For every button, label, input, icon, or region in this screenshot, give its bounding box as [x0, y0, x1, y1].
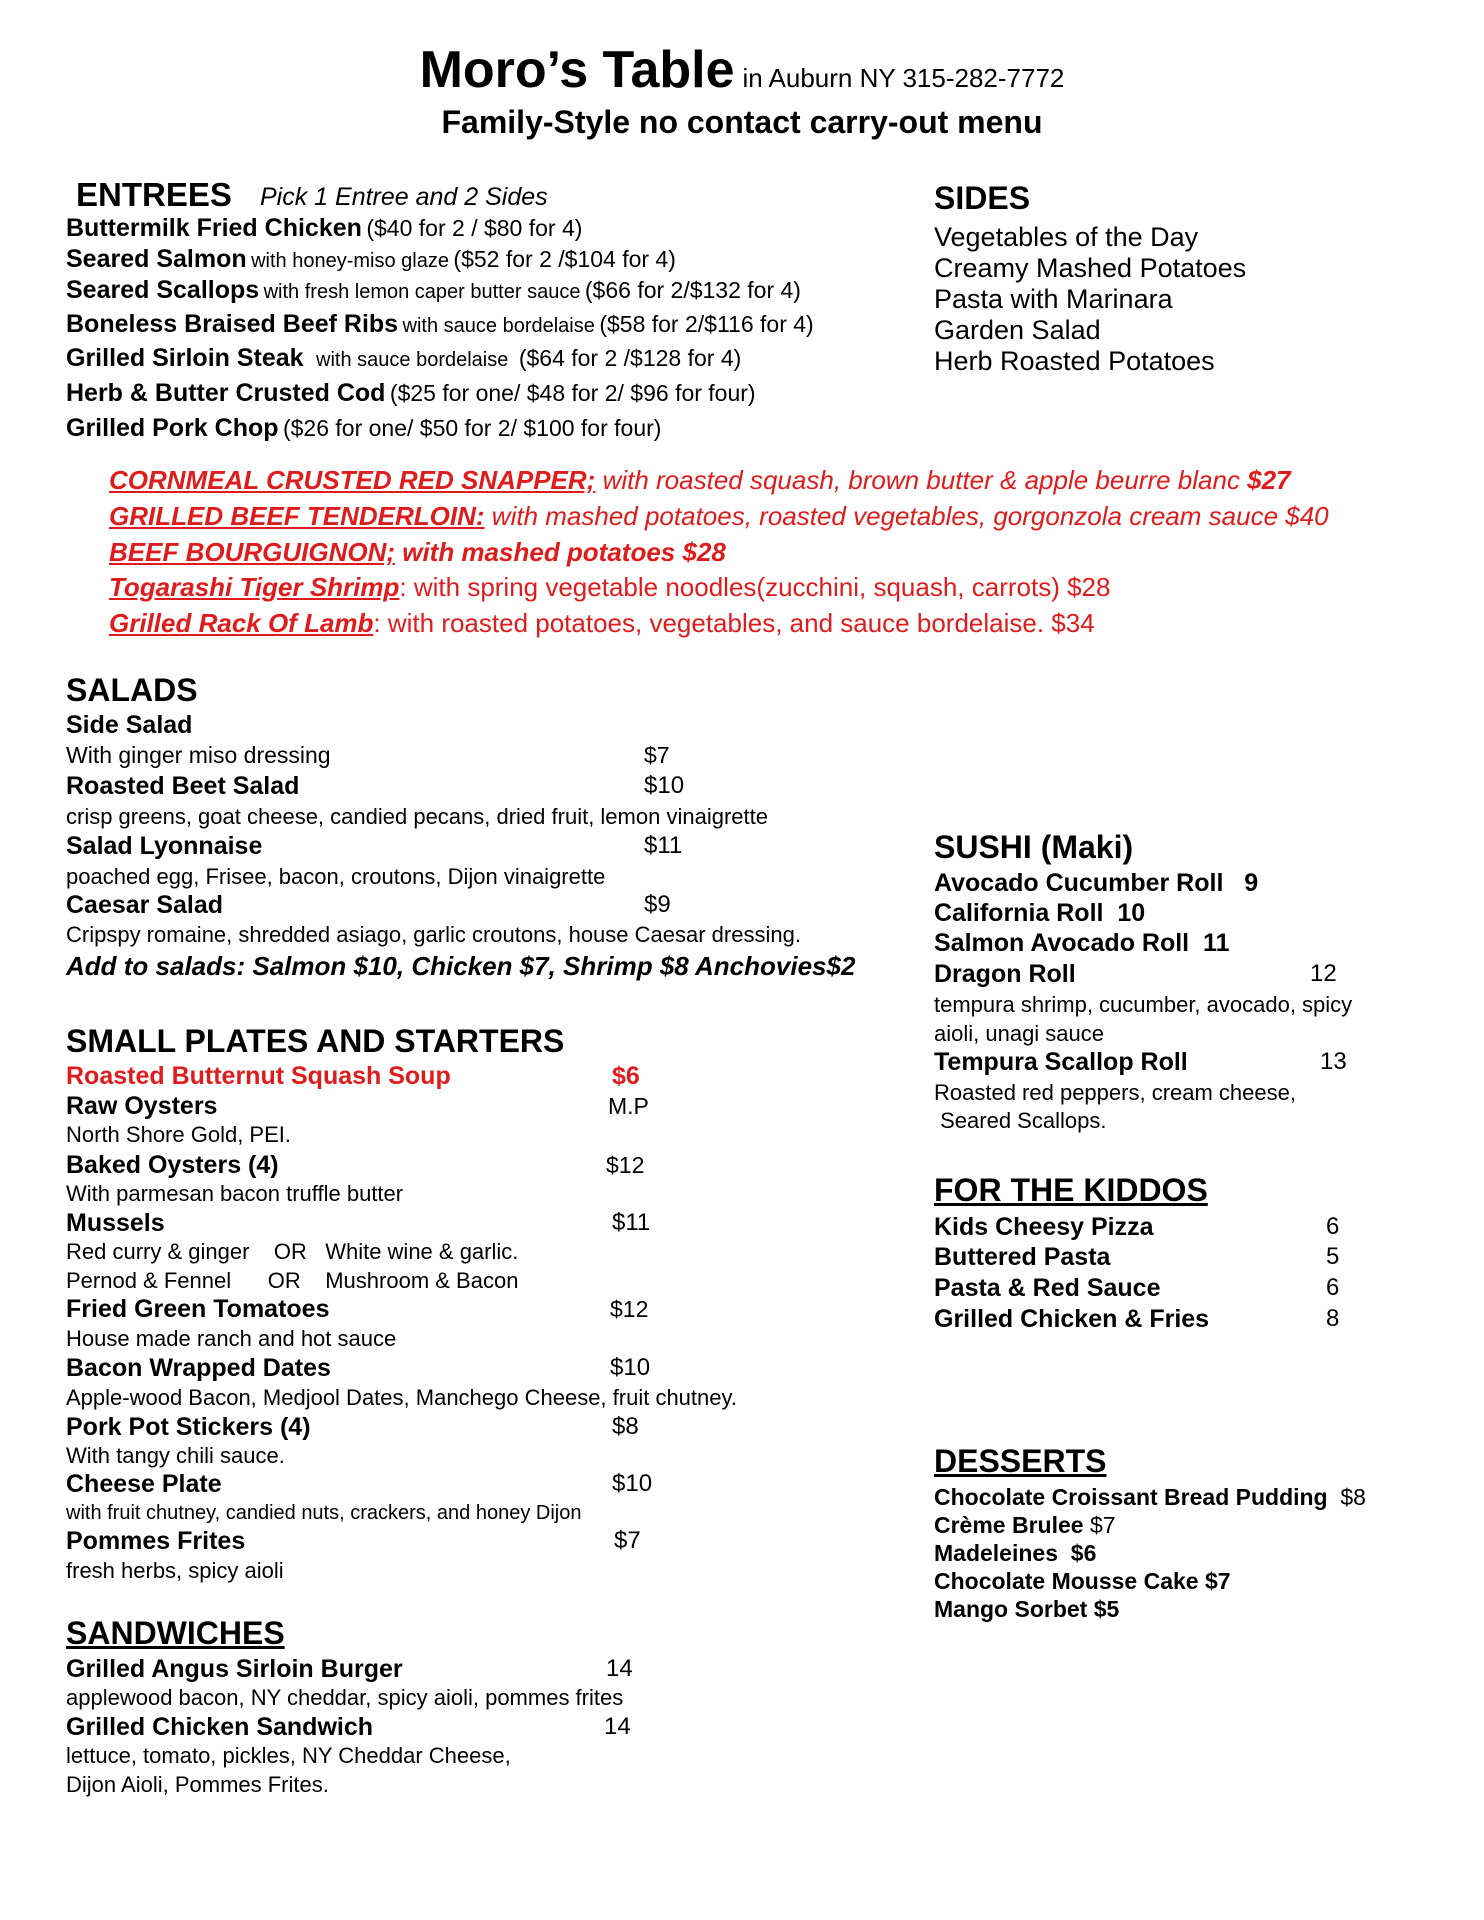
entree-item [66, 379, 756, 408]
sushi-name: Tempura Scallop Roll [934, 1048, 1188, 1076]
side-item: Garden Salad [934, 315, 1101, 345]
salad-name: Caesar Salad [66, 891, 224, 919]
sandwich-desc: applewood bacon, NY cheddar, spicy aioli, pommes frites [66, 1685, 624, 1710]
starter-desc: Apple-wood Bacon, Medjool Dates, Manchego Cheese, fruit chutney. [66, 1385, 737, 1410]
salad-price: $9 [644, 891, 671, 918]
entree-name: Seared Scallops [66, 276, 260, 304]
sushi-desc: tempura shrimp, cucumber, avocado, spicy [934, 992, 1353, 1017]
sushi-desc: Roasted red peppers, cream cheese, [934, 1080, 1296, 1105]
entree-sauce: with sauce bordelaise [402, 315, 595, 337]
sushi-price: 9 [1244, 869, 1259, 897]
kids-name: Grilled Chicken & Fries [934, 1305, 1210, 1333]
dessert-name: Chocolate Croissant Bread Pudding [934, 1484, 1328, 1510]
sushi-price: 10 [1117, 899, 1146, 927]
starter-desc: With tangy chili sauce. [66, 1443, 285, 1468]
special-name: CORNMEAL CRUSTED RED SNAPPER; [109, 465, 596, 495]
entree-item [66, 214, 582, 243]
starter-desc: Pernod & Fennel OR Mushroom & Bacon [66, 1268, 519, 1293]
side-item: Creamy Mashed Potatoes [934, 253, 1247, 283]
restaurant-name: Moro’s Table [419, 41, 735, 99]
special-desc: with roasted squash, brown butter & apple beurre blanc [595, 465, 1248, 495]
salad-desc: Cripspy romaine, shredded asiago, garlic croutons, house Caesar dressing. [66, 922, 801, 947]
entrees-note: Pick 1 Entree and 2 Sides [260, 183, 548, 211]
sushi-name: Dragon Roll [934, 960, 1076, 988]
special-name: Togarashi Tiger Shrimp [109, 572, 400, 602]
menu-header [0, 40, 1484, 100]
entree-item [66, 414, 661, 443]
salad-desc: crisp greens, goat cheese, candied pecans, dried fruit, lemon vinaigrette [66, 804, 768, 829]
special-item [109, 572, 1110, 603]
special-item [109, 465, 1291, 496]
dessert-name: Mango Sorbet $5 [934, 1596, 1120, 1622]
starter-desc: with fruit chutney, candied nuts, crackers, and honey Dijon [66, 1502, 582, 1524]
sushi-price: 12 [1310, 960, 1337, 987]
dessert-name: Chocolate Mousse Cake $7 [934, 1568, 1231, 1594]
sushi-price: 11 [1203, 929, 1230, 957]
starter-price: $12 [610, 1296, 649, 1322]
salads-heading: SALADS [66, 672, 198, 708]
sushi-item [934, 929, 1229, 958]
entree-price: ($66 for 2/$132 for 4) [584, 277, 801, 303]
special-name: BEEF BOURGUIGNON; [109, 537, 395, 567]
starter-name: Fried Green Tomatoes [66, 1295, 330, 1323]
starter-name: Raw Oysters [66, 1092, 218, 1120]
sushi-name: California Roll [934, 899, 1104, 927]
entree-price: ($26 for one/ $50 for 2/ $100 for four) [282, 415, 662, 441]
starter-name: Mussels [66, 1209, 165, 1237]
sandwich-name: Grilled Angus Sirloin Burger [66, 1655, 403, 1683]
starter-desc: House made ranch and hot sauce [66, 1326, 397, 1351]
sushi-item [934, 869, 1258, 898]
entree-price: ($52 for 2 /$104 for 4) [453, 246, 676, 272]
starter-price: $10 [612, 1470, 653, 1497]
entree-name: Herb & Butter Crusted Cod [66, 379, 386, 407]
dessert-name: Madeleines $6 [934, 1540, 1097, 1566]
kids-name: Buttered Pasta [934, 1243, 1111, 1271]
special-item [109, 608, 1095, 639]
entree-name: Grilled Pork Chop [66, 414, 279, 442]
small-plates-heading: SMALL PLATES AND STARTERS [66, 1023, 565, 1059]
starter-name: Cheese Plate [66, 1470, 222, 1498]
dessert-price: $7 [1089, 1512, 1116, 1538]
kids-name: Kids Cheesy Pizza [934, 1213, 1154, 1241]
salad-price: $10 [644, 772, 685, 799]
entree-name: Boneless Braised Beef Ribs [66, 310, 399, 338]
entree-name: Grilled Sirloin Steak [66, 344, 304, 372]
dessert-item [934, 1512, 1116, 1539]
sandwich-desc: Dijon Aioli, Pommes Frites. [66, 1772, 329, 1797]
soup-price: $6 [612, 1062, 640, 1090]
kids-price: 5 [1326, 1243, 1340, 1270]
entree-sauce: with sauce bordelaise [316, 349, 509, 371]
sushi-heading: SUSHI (Maki) [934, 829, 1134, 865]
special-desc: with mashed potatoes $28 [395, 537, 726, 567]
sandwich-name: Grilled Chicken Sandwich [66, 1713, 374, 1741]
sushi-name: Salmon Avocado Roll [934, 929, 1190, 957]
side-item: Vegetables of the Day [934, 222, 1199, 252]
dessert-item [934, 1484, 1366, 1511]
starter-price: $8 [612, 1413, 639, 1440]
starter-name: Pork Pot Stickers (4) [66, 1413, 311, 1441]
side-item: Herb Roasted Potatoes [934, 346, 1215, 376]
salad-price: $11 [644, 832, 683, 859]
salad-desc: With ginger miso dressing [66, 742, 331, 768]
entrees-heading: ENTREES [76, 176, 232, 213]
special-desc: with mashed potatoes, roasted vegetables, gorgonzola cream sauce $40 [484, 501, 1329, 531]
special-item [109, 501, 1329, 532]
entree-price: ($64 for 2 /$128 for 4) [518, 345, 742, 371]
entree-item [66, 245, 676, 274]
special-desc: : with roasted potatoes, vegetables, and sauce bordelaise. $34 [373, 608, 1095, 638]
starter-desc: North Shore Gold, PEI. [66, 1122, 291, 1147]
sushi-name: Avocado Cucumber Roll [934, 869, 1224, 897]
menu-subtitle: Family-Style no contact carry-out menu [441, 104, 1043, 140]
starter-name: Pommes Frites [66, 1527, 246, 1555]
starter-price: $12 [606, 1152, 645, 1178]
entree-sauce: with honey-miso glaze [251, 250, 449, 272]
sushi-desc: aioli, unagi sauce [934, 1021, 1105, 1046]
entree-item [66, 344, 741, 373]
kids-heading: FOR THE KIDDOS [934, 1172, 1208, 1208]
kids-price: 6 [1326, 1213, 1340, 1240]
kids-name: Pasta & Red Sauce [934, 1274, 1161, 1302]
entree-name: Seared Salmon [66, 245, 247, 273]
starter-price: $7 [614, 1527, 641, 1554]
entree-name: Buttermilk Fried Chicken [66, 214, 362, 242]
sides-list [934, 222, 1246, 377]
starter-name: Baked Oysters (4) [66, 1151, 279, 1179]
starter-price: $11 [612, 1209, 651, 1236]
sandwiches-heading: SANDWICHES [66, 1615, 285, 1651]
sushi-price: 13 [1320, 1048, 1347, 1075]
starter-desc: fresh herbs, spicy aioli [66, 1558, 284, 1583]
sandwich-desc: lettuce, tomato, pickles, NY Cheddar Cheese, [66, 1743, 511, 1768]
dessert-price: $8 [1340, 1484, 1366, 1510]
starter-name: Bacon Wrapped Dates [66, 1354, 331, 1382]
dessert-name: Crème Brulee [934, 1512, 1084, 1538]
sushi-item [934, 899, 1145, 928]
entree-price: ($58 for 2/$116 for 4) [599, 311, 814, 337]
side-item: Pasta with Marinara [934, 284, 1173, 314]
starter-desc: With parmesan bacon truffle butter [66, 1181, 404, 1206]
entree-price: ($25 for one/ $48 for 2/ $96 for four) [389, 380, 756, 406]
entree-item [66, 276, 801, 305]
special-item [109, 537, 726, 568]
special-name: GRILLED BEEF TENDERLOIN: [109, 501, 485, 531]
salad-name: Salad Lyonnaise [66, 832, 263, 860]
salad-price: $7 [644, 742, 670, 768]
entree-item [66, 310, 814, 339]
special-name: Grilled Rack Of Lamb [109, 608, 374, 638]
special-price: $27 [1247, 465, 1291, 495]
soup-name: Roasted Butternut Squash Soup [66, 1062, 451, 1090]
sandwich-price: 14 [606, 1655, 633, 1682]
starter-desc: Red curry & ginger OR White wine & garlic. [66, 1239, 519, 1264]
salad-desc: poached egg, Frisee, bacon, croutons, Dijon vinaigrette [66, 864, 606, 889]
salad-addons: Add to salads: Salmon $10, Chicken $7, Shrimp $8 Anchovies$2 [66, 951, 856, 981]
kids-price: 8 [1326, 1305, 1340, 1332]
starter-price: M.P [608, 1093, 649, 1119]
desserts-heading: DESSERTS [934, 1443, 1107, 1479]
entree-sauce: with fresh lemon caper butter sauce [263, 281, 581, 303]
salad-name: Side Salad [66, 711, 193, 739]
special-desc: : with spring vegetable noodles(zucchini, squash, carrots) $28 [399, 572, 1111, 602]
salad-name: Roasted Beet Salad [66, 772, 300, 800]
sides-heading: SIDES [934, 180, 1031, 216]
restaurant-location-phone: in Auburn NY 315-282-7772 [742, 63, 1065, 93]
sushi-desc: Seared Scallops. [934, 1108, 1107, 1133]
kids-price: 6 [1326, 1274, 1340, 1301]
starter-price: $10 [610, 1354, 651, 1381]
entree-price: ($40 for 2 / $80 for 4) [366, 215, 583, 241]
sandwich-price: 14 [604, 1713, 631, 1740]
